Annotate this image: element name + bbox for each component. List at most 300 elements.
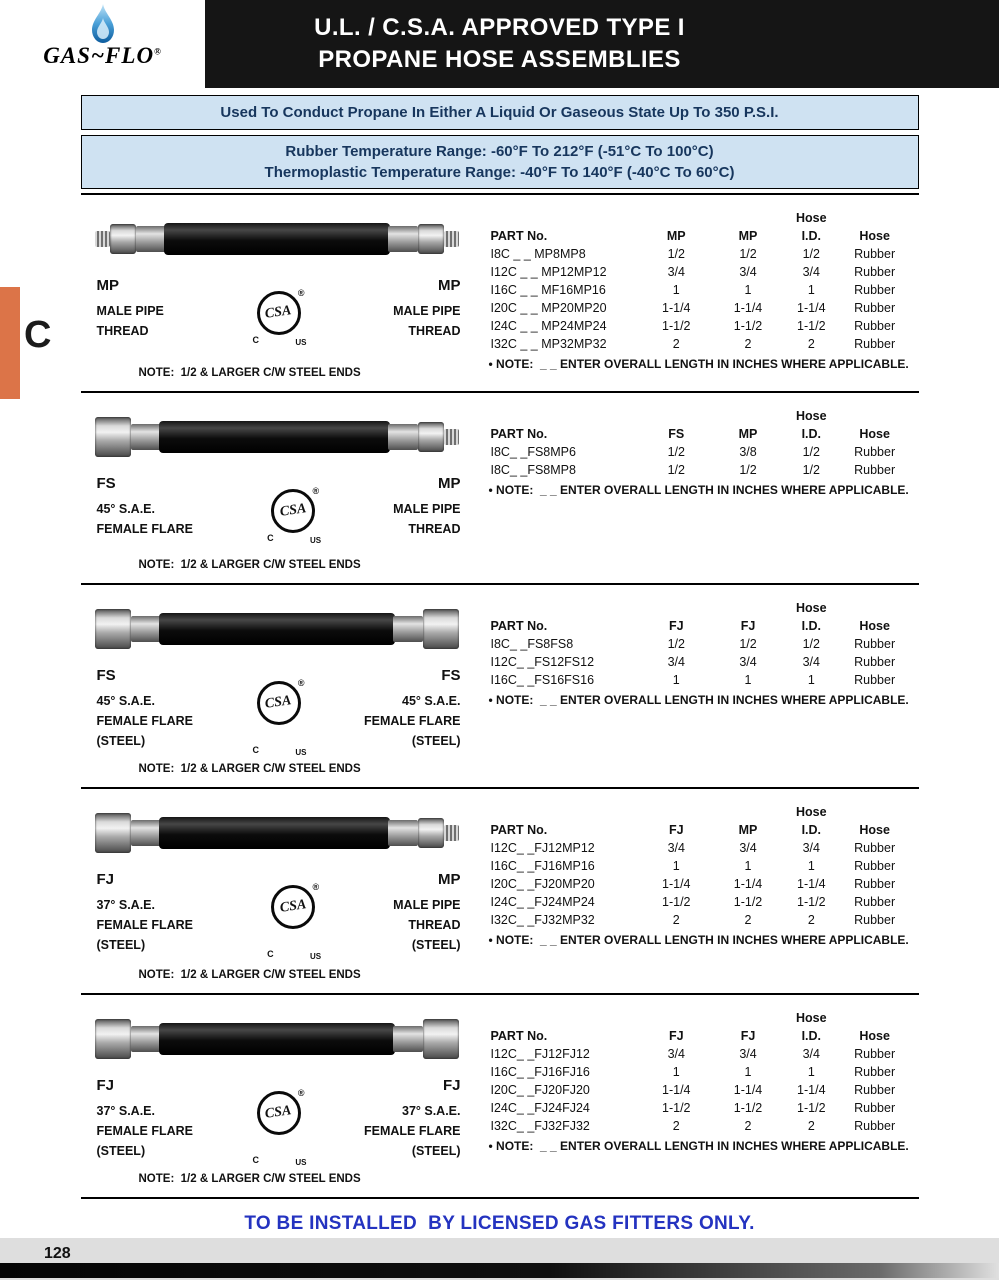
left-fitting-desc [97,499,194,539]
col2-header: FJ [668,618,684,633]
csa-logo [252,1088,307,1167]
title-line-2: PROPANE HOSE ASSEMBLIES [318,46,681,73]
hose-assembly-section [81,789,919,995]
part-number: I12C _ _ MP12MP12 [490,264,607,279]
right-fitting-abbr: MP [438,475,461,492]
right-fitting-desc [364,691,461,751]
csa-logo [267,486,322,545]
table-header-row [489,1027,911,1045]
spacer-cell [489,599,641,617]
left-fitting-abbr: FS [96,475,116,492]
spec-value: 1-1/4 [797,876,826,891]
hose-id-header-top: Hose [796,210,827,225]
steel-ends-note: NOTE: 1/2 & LARGER C/W STEEL ENDS [138,763,361,775]
section-right [465,801,915,985]
section-right [465,405,915,575]
fitting-nut-icon [110,224,136,254]
part-row [489,461,911,479]
spec-value: 1/2 [802,462,820,477]
fitting-desc-line: MALE PIPE [393,898,461,912]
part-number: I8C_ _FS8MP6 [490,444,576,459]
brand-name: GAS~FLO [43,43,155,68]
part-number: I32C_ _FJ32FJ32 [490,1118,590,1133]
parts-table [489,803,911,929]
right-fitting-abbr: FJ [442,1077,461,1094]
csa-monogram: CSA [264,1103,293,1122]
hose-header: Hose [859,618,890,633]
spec-value: 1-1/4 [733,300,763,315]
left-fitting-abbr: FJ [96,871,115,888]
hose-photo [95,601,459,657]
part-row [489,317,911,335]
part-number: I20C_ _FJ20FJ20 [490,1082,590,1097]
left-fitting-label [97,475,194,539]
install-warning: TO BE INSTALLED BY LICENSED GAS FITTERS ONLY. [244,1213,755,1234]
fitting-collar-icon [393,1026,423,1052]
fitting-desc-line: FEMALE FLARE [96,1124,194,1138]
steel-ends-note: NOTE: 1/2 & LARGER C/W STEEL ENDS [138,1173,361,1185]
id-header: I.D. [801,1028,822,1043]
part-no-header: PART No. [490,618,548,633]
section-left [93,405,465,575]
fitting-desc-line: 45° S.A.E. [96,694,155,708]
part-row [489,299,911,317]
spec-value: 1 [744,282,752,297]
spec-value: Rubber [854,336,896,351]
hose-id-header-top: Hose [796,600,827,615]
spec-value: 2 [807,1118,815,1133]
male-thread-tip-icon [444,231,459,247]
left-fitting-abbr: FS [96,667,116,684]
spec-value: Rubber [854,462,896,477]
part-number: I8C _ _ MP8MP8 [490,246,586,261]
csa-circle [257,681,301,725]
page-header [0,0,999,88]
spacer-cell [712,599,784,617]
spacer-cell [489,209,641,227]
section-right [465,1007,915,1189]
page-number: 128 [44,1245,71,1262]
section-left [93,801,465,985]
spec-value: 3/4 [802,840,820,855]
part-number: I16C _ _ MF16MP16 [490,282,606,297]
table-body [489,635,911,689]
csa-registered-mark: ® [297,1088,305,1098]
spec-value: 3/4 [667,1046,685,1061]
table-header-top-row [489,209,911,227]
spec-value: Rubber [854,318,896,333]
spec-value: 2 [807,912,815,927]
fitting-desc-line: FEMALE FLARE [96,918,194,932]
fitting-collar-icon [131,1026,161,1052]
right-fitting-abbr: MP [438,871,461,888]
section-index-letter: C [24,314,52,356]
fitting-labels [93,277,465,347]
fitting-nut-icon [95,1019,131,1059]
fitting-nut-icon [95,417,131,457]
spec-value: 1 [744,672,752,687]
col3-header: MP [738,228,758,243]
hose-fitting-right [393,609,459,649]
hose-fitting-left [95,813,161,853]
spec-value: 1/2 [667,636,685,651]
spec-value: 1-1/2 [733,1100,763,1115]
table-header-row [489,821,911,839]
fitting-desc-line: FEMALE FLARE [96,714,194,728]
fitting-nut-icon [418,422,444,452]
hose-fitting-right [393,1019,459,1059]
fitting-nut-icon [95,813,131,853]
spec-value: Rubber [854,840,896,855]
spec-value: 2 [672,912,680,927]
spec-value: 1 [744,1064,752,1079]
spec-value: 1/2 [667,462,685,477]
id-header: I.D. [801,618,822,633]
spec-value: Rubber [854,1046,896,1061]
steel-ends-note: NOTE: 1/2 & LARGER C/W STEEL ENDS [138,559,361,571]
hose-photo [95,1011,459,1067]
fitting-labels [93,667,465,757]
hose-header: Hose [859,822,890,837]
csa-us-mark: US [295,338,307,347]
part-number: I20C_ _FJ20MP20 [490,876,595,891]
csa-us-mark: US [295,1158,307,1167]
spec-value: 1 [807,282,815,297]
left-fitting-label [97,871,194,955]
fitting-desc-line: (STEEL) [96,938,146,952]
temp-range-thermoplastic: Thermoplastic Temperature Range: -40°F To 140°F (-40°C To 60°C) [264,164,735,181]
hose-fitting-right [388,224,459,254]
csa-circle [271,489,315,533]
fitting-desc-line: (STEEL) [411,734,461,748]
part-number: I24C_ _FJ24FJ24 [490,1100,590,1115]
col3-header: FJ [740,618,756,633]
spec-value: 1-1/4 [662,300,691,315]
table-header-top-row [489,1009,911,1027]
spec-value: 1 [807,672,815,687]
csa-monogram: CSA [264,693,293,712]
col2-header: FS [668,426,685,441]
spec-value: 1/2 [739,462,757,477]
spec-value: 2 [744,336,752,351]
spacer-cell [712,407,784,425]
hose-assembly-section [81,195,919,393]
sections-container [81,193,919,1199]
csa-circle [257,291,301,335]
parts-table [489,599,911,689]
gasflo-logo [0,0,205,88]
length-note: • NOTE: _ _ ENTER OVERALL LENGTH IN INCHES WHERE APPLICABLE. [488,693,909,707]
footer-bar [0,1263,999,1278]
spec-value: 1-1/4 [733,876,763,891]
fitting-desc-line: (STEEL) [96,734,146,748]
csa-logo [252,288,307,347]
fitting-desc-line: FEMALE FLARE [96,522,194,536]
spec-value: Rubber [854,246,896,261]
spec-value: 3/4 [802,654,820,669]
fitting-nut-icon [95,609,131,649]
spec-value: 1-1/2 [662,894,691,909]
temp-range-rubber: Rubber Temperature Range: -60°F To 212°F (-51°C To 100°C) [285,143,714,160]
fitting-collar-icon [388,226,418,252]
spec-value: 1-1/4 [797,1082,826,1097]
hose-body [159,613,395,645]
hose-body [164,223,390,255]
left-fitting-label [97,277,164,341]
id-header: I.D. [801,228,822,243]
spacer-cell [489,407,641,425]
hose-id-header-top: Hose [796,804,827,819]
part-row [489,671,911,689]
spec-value: Rubber [854,654,896,669]
right-fitting-abbr: FS [441,667,461,684]
spec-value: Rubber [854,876,896,891]
csa-monogram: CSA [264,303,293,322]
csa-c-mark: C [252,335,259,345]
part-row [489,1117,911,1135]
part-row [489,635,911,653]
table-header-top-row [489,407,911,425]
spec-value: 1/2 [802,246,820,261]
part-number: I32C_ _FJ32MP32 [490,912,595,927]
csa-circle [257,1091,301,1135]
hose-fitting-left [95,224,166,254]
male-thread-tip-icon [95,231,110,247]
table-body [489,245,911,353]
spec-value: 1 [672,858,680,873]
csa-registered-mark: ® [297,288,305,298]
length-note: • NOTE: _ _ ENTER OVERALL LENGTH IN INCHES WHERE APPLICABLE. [488,357,909,371]
spec-value: 1 [672,1064,680,1079]
part-no-header: PART No. [490,228,548,243]
spec-value: 2 [744,1118,752,1133]
hose-photo [95,409,459,465]
spec-value: Rubber [854,1064,896,1079]
csa-us-mark: US [295,748,307,757]
spacer-cell [839,599,911,617]
section-index-tab [0,287,20,399]
csa-registered-mark: ® [312,882,320,892]
fitting-desc-line: (STEEL) [411,938,461,952]
part-number: I24C_ _FJ24MP24 [490,894,595,909]
spacer-cell [712,1009,784,1027]
spec-value: 3/4 [739,654,757,669]
spec-value: 1-1/4 [797,300,826,315]
length-note: • NOTE: _ _ ENTER OVERALL LENGTH IN INCHES WHERE APPLICABLE. [488,1139,909,1153]
spec-value: Rubber [854,1082,896,1097]
spec-value: Rubber [854,894,896,909]
part-row [489,335,911,353]
csa-monogram: CSA [278,501,308,520]
right-fitting-label [364,1077,461,1161]
fitting-desc-line: MALE PIPE [393,304,461,318]
spec-value: 2 [744,912,752,927]
fitting-desc-line: 45° S.A.E. [96,502,155,516]
parts-table [489,209,911,353]
table-header-row [489,617,911,635]
spec-value: 3/8 [739,444,757,459]
col3-header: FJ [740,1028,756,1043]
part-row [489,1045,911,1063]
spec-value: 1 [672,672,680,687]
usage-banner: Used To Conduct Propane In Either A Liquid Or Gaseous State Up To 350 P.S.I. [81,95,919,130]
spec-value: 2 [672,336,680,351]
spec-value: Rubber [854,282,896,297]
right-fitting-desc [393,895,460,955]
spec-value: Rubber [854,858,896,873]
fitting-labels [93,871,465,961]
part-number: I12C_ _FJ12MP12 [490,840,595,855]
fitting-collar-icon [131,616,161,642]
section-left [93,597,465,779]
col2-header: FJ [668,1028,684,1043]
csa-c-mark: C [252,1155,259,1165]
hose-fitting-right [388,422,459,452]
part-row [489,1081,911,1099]
spec-value: 1-1/2 [662,1100,691,1115]
steel-ends-note: NOTE: 1/2 & LARGER C/W STEEL ENDS [138,969,361,981]
spec-value: Rubber [854,264,896,279]
fitting-desc-line: 37° S.A.E. [96,1104,155,1118]
fitting-nut-icon [423,609,459,649]
spec-value: 3/4 [802,264,820,279]
part-row [489,245,911,263]
flame-icon [90,4,116,44]
spec-value: 1/2 [739,636,757,651]
right-fitting-label [393,871,460,955]
spec-value: 1/2 [667,246,685,261]
spec-value: 2 [807,336,815,351]
length-note: • NOTE: _ _ ENTER OVERALL LENGTH IN INCHES WHERE APPLICABLE. [488,933,909,947]
spec-value: 1 [672,282,680,297]
hose-assembly-section [81,393,919,585]
page-footer [0,1238,999,1280]
spacer-cell [489,1009,641,1027]
spec-value: Rubber [854,636,896,651]
fitting-collar-icon [388,424,418,450]
spec-value: 1-1/2 [733,318,763,333]
spec-value: Rubber [854,912,896,927]
table-header-row [489,425,911,443]
part-row [489,653,911,671]
length-note: • NOTE: _ _ ENTER OVERALL LENGTH IN INCHES WHERE APPLICABLE. [488,483,909,497]
part-no-header: PART No. [490,822,548,837]
spec-value: 3/4 [802,1046,820,1061]
spec-value: 2 [672,1118,680,1133]
hose-body [159,421,390,453]
fitting-desc-line: THREAD [408,324,461,338]
part-row [489,893,911,911]
table-body [489,1045,911,1135]
hose-fitting-right [388,818,459,848]
csa-c-mark: C [252,745,259,755]
table-body [489,839,911,929]
spacer-cell [640,599,712,617]
col3-header: MP [738,426,758,441]
spacer-cell [839,1009,911,1027]
col2-header: MP [666,228,686,243]
left-fitting-desc [97,691,194,751]
section-left [93,1007,465,1189]
csa-c-mark: C [267,949,274,959]
fitting-desc-line: MALE PIPE [393,502,461,516]
fitting-labels [93,1077,465,1167]
hose-header: Hose [859,426,890,441]
parts-table [489,1009,911,1135]
section-right [465,597,915,779]
spec-value: 1/2 [739,246,757,261]
spec-value: 1 [807,1064,815,1079]
left-fitting-abbr: MP [96,277,119,294]
fitting-collar-icon [393,616,423,642]
right-fitting-desc [393,499,460,539]
fitting-labels [93,475,465,545]
spec-value: Rubber [854,672,896,687]
fitting-desc-line: FEMALE FLARE [363,714,461,728]
hose-id-header-top: Hose [796,1010,827,1025]
male-thread-tip-icon [444,429,459,445]
part-row [489,1099,911,1117]
part-number: I32C _ _ MP32MP32 [490,336,607,351]
right-fitting-desc [364,1101,461,1161]
left-fitting-label [97,667,194,751]
part-number: I16C_ _FS16FS16 [490,672,595,687]
fitting-nut-icon [418,224,444,254]
spec-value: 1-1/2 [662,318,691,333]
hose-photo [95,211,459,267]
part-number: I24C _ _ MP24MP24 [490,318,607,333]
spec-value: 1-1/2 [797,894,826,909]
csa-monogram: CSA [278,897,308,916]
spec-value: 3/4 [739,264,757,279]
part-no-header: PART No. [490,426,548,441]
spec-value: 1/2 [802,636,820,651]
table-header-top-row [489,599,911,617]
part-number: I12C_ _FJ12FJ12 [490,1046,590,1061]
fitting-nut-icon [418,818,444,848]
id-header: I.D. [801,822,822,837]
spec-value: 1 [744,858,752,873]
spec-value: 3/4 [739,1046,757,1061]
left-fitting-abbr: FJ [96,1077,115,1094]
spec-value: 1/2 [667,444,685,459]
part-number: I8C_ _FS8MP8 [490,462,576,477]
spec-value: Rubber [854,444,896,459]
csa-us-mark: US [309,952,322,961]
col3-header: MP [738,822,758,837]
fitting-desc-line: (STEEL) [411,1144,461,1158]
spec-value: 3/4 [667,840,685,855]
part-row [489,911,911,929]
male-thread-tip-icon [444,825,459,841]
fitting-collar-icon [131,424,161,450]
id-header: I.D. [801,426,822,441]
part-row [489,1063,911,1081]
hose-photo [95,805,459,861]
fitting-desc-line: 37° S.A.E. [96,898,155,912]
part-number: I16C_ _FJ16MP16 [490,858,595,873]
col2-header: FJ [668,822,684,837]
hose-fitting-left [95,1019,161,1059]
spacer-cell [640,1009,712,1027]
left-fitting-label [97,1077,194,1161]
spec-value: Rubber [854,1100,896,1115]
spec-value: 1-1/2 [733,894,763,909]
spec-value: 1-1/4 [733,1082,763,1097]
spec-value: 3/4 [739,840,757,855]
spec-value: 3/4 [667,654,685,669]
spec-value: Rubber [854,1118,896,1133]
